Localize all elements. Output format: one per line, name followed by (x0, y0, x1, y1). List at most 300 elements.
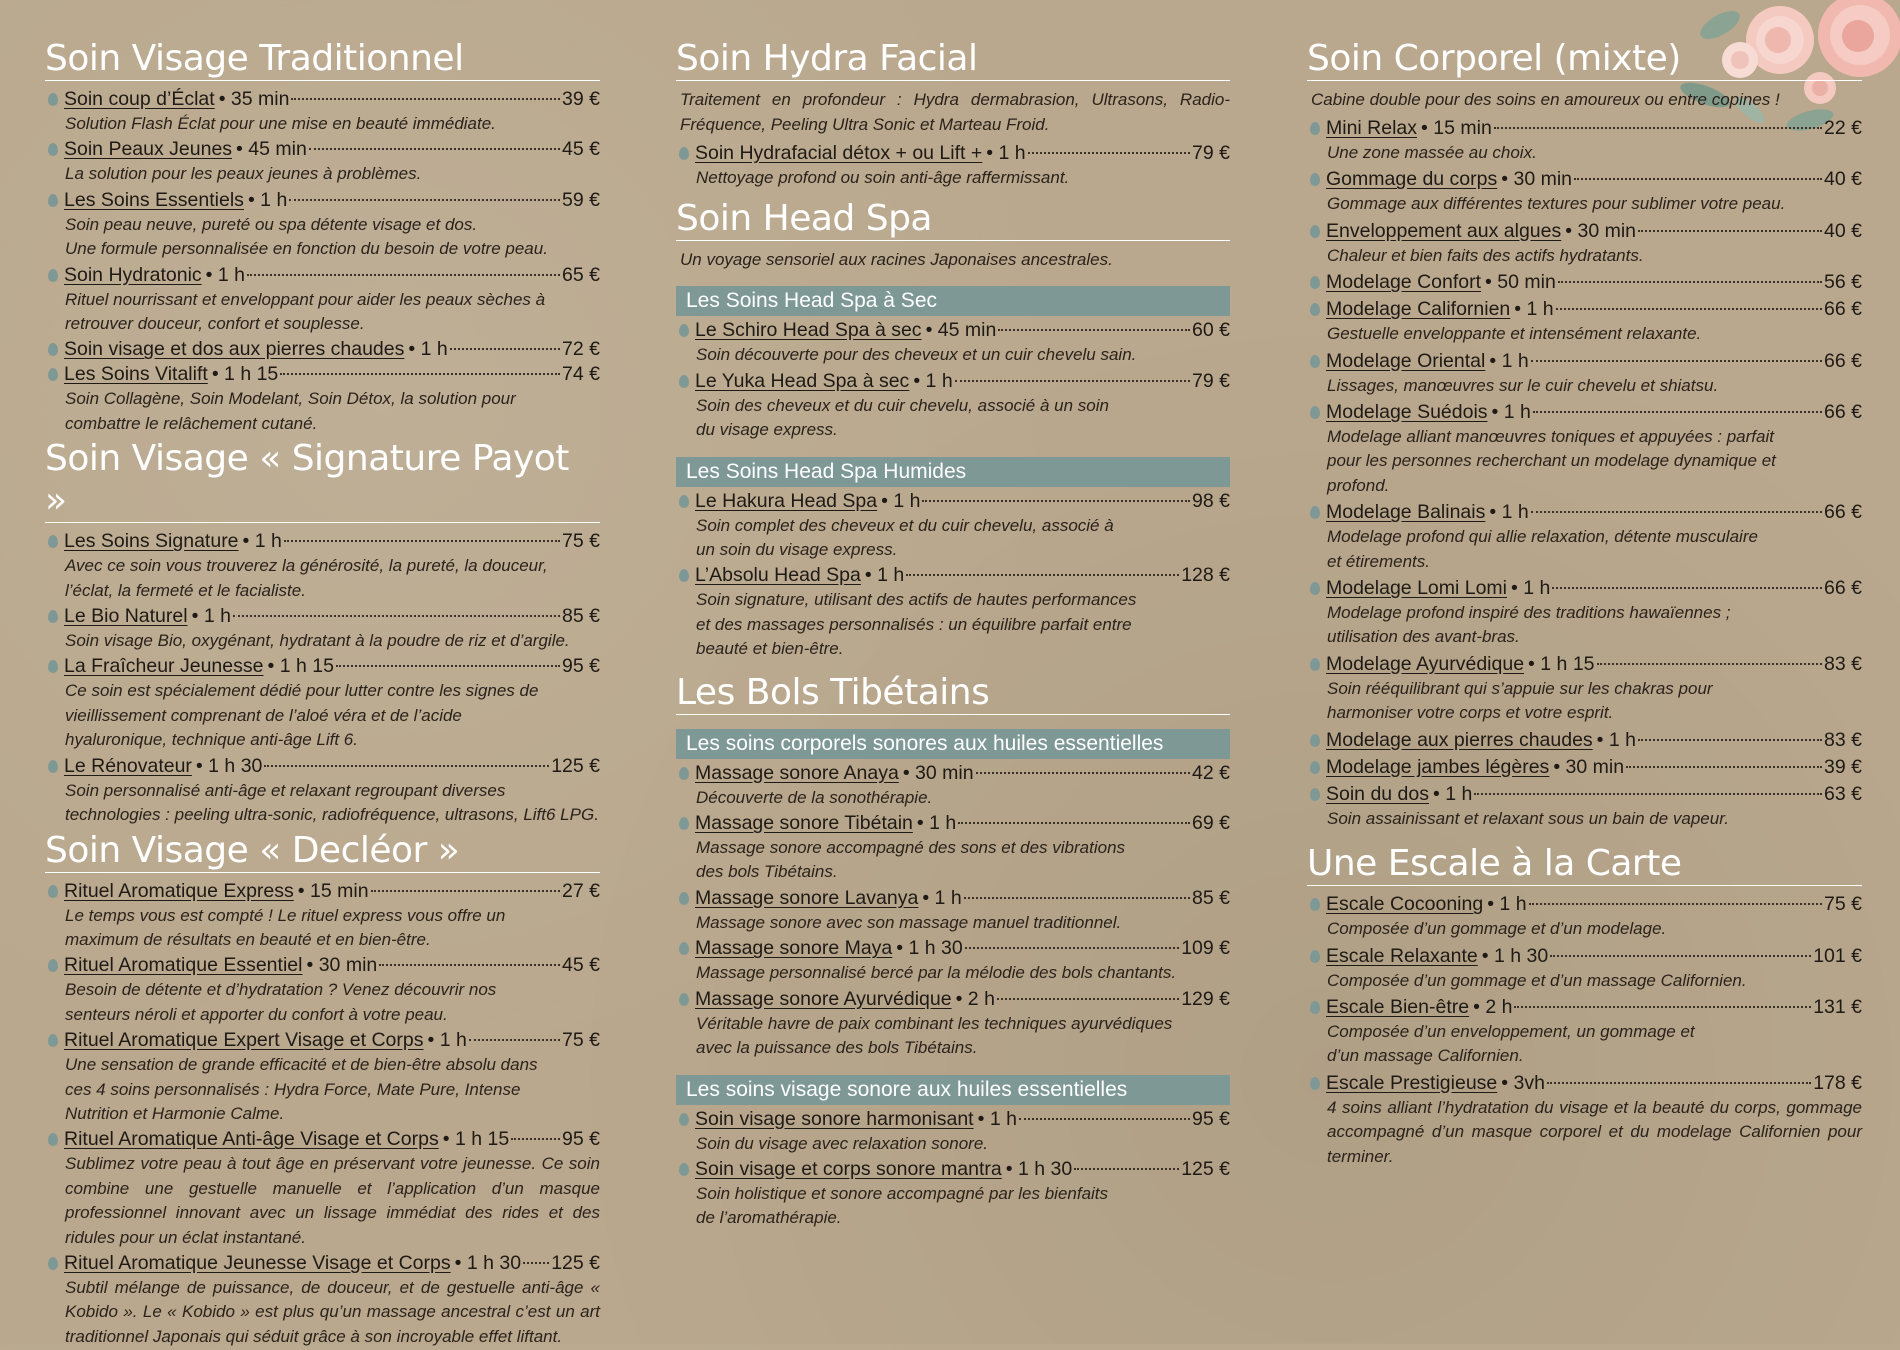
drop-bullet-icon (48, 885, 58, 898)
treatment-duration: • 1 h (247, 188, 288, 211)
drop-bullet-icon (48, 269, 58, 282)
dot-leader (1531, 360, 1822, 362)
treatment-price: 40 € (1824, 219, 1862, 242)
section-title: Soin Visage « Decléor » (45, 830, 600, 873)
menu-item-line (45, 1127, 600, 1152)
treatment-price: 101 € (1813, 944, 1862, 967)
treatment-duration: • 1 h (881, 489, 921, 512)
dot-leader (1474, 793, 1822, 795)
menu-item-line (45, 754, 600, 779)
treatment-duration: • 50 min (1485, 271, 1556, 294)
menu-item-line (676, 987, 1230, 1012)
treatment-price: 27 € (562, 879, 600, 902)
treatment-price: 22 € (1824, 117, 1862, 139)
menu-item-line (676, 811, 1230, 836)
dot-leader (1558, 281, 1822, 283)
treatment-description: Composée d’un gommage et d’un massage Californien. (1327, 970, 1747, 990)
section-title: Soin Visage « Signature Payot » (45, 438, 600, 523)
menu-item (1307, 297, 1862, 346)
treatment-price: 128 € (1181, 564, 1230, 587)
drop-bullet-icon (1310, 122, 1320, 135)
menu-item-line (1307, 995, 1862, 1020)
items-visage-signature-payot (45, 529, 600, 827)
drop-bullet-icon (48, 610, 58, 623)
treatment-name: Modelage Oriental (1326, 349, 1486, 372)
column-2 (676, 38, 1230, 1232)
menu-item (45, 1127, 600, 1250)
menu-item (676, 489, 1230, 563)
drop-bullet-icon (679, 817, 689, 830)
menu-item-line (45, 604, 600, 629)
treatment-name: Le Schiro Head Spa à sec (695, 319, 922, 342)
treatment-duration: • 35 min (218, 88, 290, 110)
treatment-description: Gommage aux différentes textures pour sublimer votre peau. (1327, 194, 1786, 214)
menu-item (1307, 782, 1862, 831)
treatment-duration: • 2 h (1473, 995, 1513, 1018)
menu-item-line (1307, 167, 1862, 192)
menu-item-line (1307, 400, 1862, 425)
subsection-bar: Les Soins Head Spa à Sec (676, 286, 1230, 316)
menu-item-line (1307, 349, 1862, 374)
treatment-description: Soin signature, utilisant des actifs de hautes performances et des massages personnalisés : un équilibre parfait entre beauté et bien-être. (696, 590, 1137, 659)
treatment-price: 79 € (1192, 369, 1230, 392)
menu-item (676, 1157, 1230, 1231)
treatment-name: Escale Relaxante (1326, 944, 1478, 967)
treatment-name: Soin Peaux Jeunes (64, 138, 233, 161)
treatment-duration: • 1 h (1511, 577, 1551, 600)
menu-item-line (45, 1251, 600, 1276)
treatment-description: Solution Flash Éclat pour une mise en beauté immédiate. (65, 114, 496, 133)
menu-item-line (1307, 652, 1862, 677)
treatment-description: Lissages, manœuvres sur le cuir chevelu et shiatsu. (1327, 375, 1719, 395)
treatment-duration: • 1 h 30 (896, 937, 963, 960)
treatment-name: L’Absolu Head Spa (695, 564, 861, 587)
menu-item (676, 141, 1230, 190)
menu-item-line (45, 362, 600, 387)
drop-bullet-icon (48, 194, 58, 207)
menu-item (45, 754, 600, 828)
treatment-description: Soin Collagène, Soin Modelant, Soin Détox, la solution pour combattre le relâchement cutané. (65, 389, 516, 433)
treatment-price: 45 € (562, 138, 600, 161)
treatment-duration: • 1 h 15 (442, 1128, 510, 1151)
menu-item (45, 188, 600, 262)
treatment-name: Soin visage sonore harmonisant (695, 1107, 974, 1130)
treatment-price: 59 € (562, 188, 600, 211)
treatment-duration: • 15 min (297, 879, 369, 902)
menu-item-line (676, 936, 1230, 961)
menu-item (676, 886, 1230, 935)
dot-leader (906, 574, 1179, 576)
treatment-name: La Fraîcheur Jeunesse (64, 655, 264, 678)
menu-item-line (1307, 892, 1862, 917)
dot-leader (379, 964, 560, 966)
treatment-price: 60 € (1192, 319, 1230, 342)
dot-leader (1638, 739, 1822, 741)
treatment-duration: • 1 h 30 (1481, 944, 1549, 967)
dot-leader (1019, 1118, 1190, 1120)
treatment-description: La solution pour les peaux jeunes à problèmes. (65, 164, 422, 184)
drop-bullet-icon (679, 375, 689, 388)
drop-bullet-icon (1310, 276, 1320, 289)
dot-leader (1626, 766, 1822, 768)
menu-item (1307, 349, 1862, 398)
menu-item-line (1307, 500, 1862, 525)
treatment-price: 131 € (1813, 995, 1862, 1018)
menu-item-line (676, 369, 1230, 394)
menu-item-line (45, 188, 600, 213)
drop-bullet-icon (48, 1034, 58, 1047)
items-soin-corporel (1307, 116, 1862, 831)
section-title: Soin Head Spa (676, 198, 1230, 241)
drop-bullet-icon (1310, 506, 1320, 519)
treatment-description: Soin du visage avec relaxation sonore. (696, 1133, 989, 1153)
dot-leader (1552, 587, 1822, 589)
treatment-name: Le Bio Naturel (64, 605, 188, 628)
menu-item-line (676, 563, 1230, 588)
drop-bullet-icon (48, 760, 58, 773)
menu-item (1307, 219, 1862, 268)
menu-item (1307, 1071, 1862, 1169)
treatment-duration: • 1 h (916, 812, 957, 835)
drop-bullet-icon (1310, 173, 1320, 186)
menu-item-line (1307, 728, 1862, 753)
treatment-duration: • 1 h (1514, 298, 1554, 321)
treatment-duration: • 1 h (913, 369, 953, 392)
menu-item (676, 318, 1230, 367)
items-hydra-facial (676, 141, 1230, 190)
treatment-name: Modelage Suédois (1326, 401, 1488, 424)
treatment-price: 98 € (1192, 489, 1230, 512)
menu-item (45, 654, 600, 752)
menu-item (1307, 892, 1862, 941)
treatment-description: Nettoyage profond ou soin anti-âge raffermissant. (696, 168, 1070, 187)
treatment-duration: • 1 h (1433, 782, 1473, 805)
treatment-duration: • 1 h 30 (454, 1251, 522, 1274)
items-escale (1307, 892, 1862, 1169)
treatment-description: Massage personnalisé bercé par la mélodie des bols chantants. (696, 963, 1177, 983)
dot-leader (233, 615, 560, 617)
treatment-price: 109 € (1181, 937, 1230, 960)
drop-bullet-icon (1310, 582, 1320, 595)
drop-bullet-icon (1310, 761, 1320, 774)
drop-bullet-icon (1310, 734, 1320, 747)
treatment-name: Soin coup d’Éclat (64, 88, 215, 110)
treatment-name: Massage sonore Tibétain (695, 812, 913, 835)
treatment-duration: • 30 min (1553, 755, 1625, 778)
menu-item (676, 563, 1230, 661)
treatment-name: Les Soins Essentiels (64, 188, 244, 211)
menu-item (676, 1107, 1230, 1156)
menu-item-line (1307, 1071, 1862, 1096)
treatment-duration: • 15 min (1421, 117, 1492, 139)
drop-bullet-icon (679, 147, 689, 160)
drop-bullet-icon (679, 495, 689, 508)
drop-bullet-icon (679, 1163, 689, 1176)
treatment-duration: • 2 h (955, 987, 995, 1010)
treatment-name: Modelage aux pierres chaudes (1326, 728, 1593, 751)
treatment-price: 66 € (1824, 349, 1862, 372)
treatment-price: 72 € (562, 338, 600, 361)
menu-item-line (676, 1107, 1230, 1132)
menu-item (1307, 755, 1862, 780)
menu-item-line (1307, 944, 1862, 969)
menu-item (1307, 728, 1862, 753)
dot-leader (469, 1039, 560, 1041)
treatment-price: 66 € (1824, 577, 1862, 600)
treatment-duration: • 1 h (242, 530, 282, 553)
treatment-duration: • 1 h (1489, 501, 1529, 524)
treatment-description: Une sensation de grande efficacité et de bien-être absolu dans ces 4 soins personnalisés : Hydra Force, Mate Pure, Intense Nutrition et Harmonie Calme. (65, 1055, 538, 1123)
dot-leader (997, 998, 1179, 1000)
treatment-duration: • 1 h (1489, 349, 1529, 372)
treatment-duration: • 30 min (1501, 168, 1573, 191)
drop-bullet-icon (1310, 898, 1320, 911)
drop-bullet-icon (1310, 355, 1320, 368)
treatment-name: Soin Hydrafacial détox + ou Lift + (695, 142, 983, 164)
treatment-duration: • 45 min (925, 319, 997, 342)
treatment-description: Soin rééquilibrant qui s’appuie sur les chakras pour harmoniser votre corps et votre esprit. (1327, 678, 1713, 723)
menu-item-line (676, 761, 1230, 786)
treatment-name: Modelage Balinais (1326, 501, 1486, 524)
menu-item-line (45, 1028, 600, 1053)
drop-bullet-icon (679, 892, 689, 905)
treatment-name: Escale Bien-être (1326, 995, 1470, 1018)
drop-bullet-icon (48, 93, 58, 106)
treatment-price: 79 € (1192, 142, 1230, 164)
menu-item (45, 1251, 600, 1349)
subsection-bar: Les soins visage sonore aux huiles essentielles (676, 1075, 1230, 1105)
treatment-name: Le Rénovateur (64, 754, 192, 777)
treatment-duration: • 30 min (306, 954, 378, 977)
menu-item (45, 362, 600, 436)
treatment-duration: • 1 h (205, 263, 246, 286)
treatment-duration: • 3vh (1501, 1071, 1545, 1094)
menu-item (1307, 270, 1862, 295)
menu-item (45, 1028, 600, 1126)
treatment-price: 40 € (1824, 168, 1862, 191)
treatment-duration: • 1 h (191, 605, 231, 628)
dot-leader (280, 373, 560, 375)
menu-item-line (1307, 782, 1862, 807)
treatment-price: 178 € (1813, 1071, 1862, 1094)
drop-bullet-icon (48, 368, 58, 381)
treatment-description: Véritable havre de paix combinant les techniques ayurvédiques avec la puissance des bols Tibétains. (696, 1013, 1173, 1058)
menu-item-line (45, 137, 600, 162)
dot-leader (1494, 127, 1822, 129)
treatment-price: 125 € (551, 1251, 600, 1274)
menu-item-line (45, 263, 600, 288)
treatment-price: 75 € (562, 530, 600, 553)
menu-item-line (676, 489, 1230, 514)
treatment-description: Modelage profond qui allie relaxation, détente musculaire et étirements. (1327, 527, 1758, 571)
treatment-price: 95 € (562, 1128, 600, 1151)
treatment-name: Escale Prestigieuse (1326, 1071, 1498, 1094)
column-3 (1307, 38, 1862, 1170)
treatment-description: 4 soins alliant l’hydratation du visage et la beauté du corps, gommage accompagné d’un masque corporel et du modelage Californien pour terminer. (1327, 1097, 1862, 1166)
drop-bullet-icon (679, 942, 689, 955)
items-head-spa-sec (676, 318, 1230, 442)
treatment-price: 74 € (562, 363, 600, 386)
drop-bullet-icon (1310, 225, 1320, 238)
menu-item (676, 987, 1230, 1061)
menu-item (1307, 116, 1862, 165)
treatment-duration: • 1 h 30 (1005, 1157, 1073, 1180)
treatment-name: Massage sonore Ayurvédique (695, 987, 952, 1010)
treatment-price: 39 € (562, 88, 600, 110)
section-title: Une Escale à la Carte (1307, 843, 1862, 886)
dot-leader (247, 274, 560, 276)
dot-leader (922, 500, 1190, 502)
treatment-duration: • 30 min (902, 761, 974, 784)
dot-leader (511, 1138, 560, 1140)
treatment-price: 85 € (562, 605, 600, 628)
dot-leader (1531, 511, 1822, 513)
drop-bullet-icon (679, 569, 689, 582)
dot-leader (1550, 955, 1811, 957)
treatment-price: 75 € (562, 1029, 600, 1052)
treatment-price: 65 € (562, 263, 600, 286)
treatment-name: Rituel Aromatique Jeunesse Visage et Corps (64, 1251, 451, 1274)
treatment-price: 69 € (1192, 812, 1230, 835)
section-title: Les Bols Tibétains (676, 672, 1230, 715)
treatment-name: Enveloppement aux algues (1326, 219, 1562, 242)
treatment-duration: • 1 h 30 (195, 754, 263, 777)
treatment-name: Massage sonore Lavanya (695, 886, 919, 909)
treatment-name: Escale Cocooning (1326, 893, 1484, 916)
menu-item-line (676, 1157, 1230, 1182)
treatment-name: Soin visage et dos aux pierres chaudes (64, 338, 405, 361)
menu-item (1307, 400, 1862, 498)
dot-leader (1529, 903, 1823, 905)
treatment-duration: • 1 h (408, 338, 448, 361)
dot-leader (309, 148, 560, 150)
treatment-price: 63 € (1824, 782, 1862, 805)
items-visage-decleor (45, 879, 600, 1350)
treatment-description: Le temps vous est compté ! Le rituel express vous offre un maximum de résultats en beauté et en bien-être. (65, 905, 506, 949)
dot-leader (289, 199, 560, 201)
treatment-name: Rituel Aromatique Anti-âge Visage et Corps (64, 1128, 439, 1151)
dot-leader (371, 890, 560, 892)
treatment-description: Soin peau neuve, pureté ou spa détente visage et dos. Une formule personnalisée en fonction du besoin de votre peau. (65, 214, 548, 259)
treatment-description: Ce soin est spécialement dédié pour lutter contre les signes de vieillissement comprenant de l’aloé véra et de l’acide hyaluronique, technique anti-âge Lift 6. (65, 681, 539, 750)
treatment-price: 83 € (1824, 652, 1862, 675)
dot-leader (264, 765, 549, 767)
dot-leader (964, 897, 1190, 899)
treatment-name: Les Soins Vitalift (64, 363, 208, 386)
treatment-description: Modelage alliant manœuvres toniques et appuyées : parfait pour les personnes recherchant un modelage dynamique et profond. (1327, 427, 1776, 495)
dot-leader (965, 947, 1179, 949)
menu-item (676, 761, 1230, 810)
treatment-name: Les Soins Signature (64, 530, 239, 553)
treatment-price: 66 € (1824, 298, 1862, 321)
drop-bullet-icon (48, 343, 58, 356)
treatment-price: 95 € (1192, 1107, 1230, 1130)
treatment-name: Modelage Confort (1326, 271, 1482, 294)
dot-leader (1533, 411, 1822, 413)
menu-item-line (676, 318, 1230, 343)
column-1 (45, 38, 600, 1350)
drop-bullet-icon (679, 324, 689, 337)
treatment-description: Subtil mélange de puissance, de douceur, et de gestuelle anti-âge « Kobido ». Le « Kobido » est plus qu’un massage ancestral c’est un art traditionnel Japonais qui séduit grâce à son incroyable effet liftant. (65, 1277, 600, 1346)
treatment-description: Massage sonore avec son massage manuel traditionnel. (696, 912, 1122, 932)
treatment-description: Soin personnalisé anti-âge et relaxant regroupant diverses technologies : peeling ultra-sonic, radiofréquence, ultrasons, Lift6 LPG. (65, 780, 599, 825)
drop-bullet-icon (679, 993, 689, 1006)
dot-leader (958, 822, 1190, 824)
treatment-description: Chaleur et bien faits des actifs hydratants. (1327, 245, 1644, 265)
dot-leader (1547, 1082, 1811, 1084)
drop-bullet-icon (48, 1257, 58, 1270)
menu-item-line (1307, 219, 1862, 244)
dot-leader (523, 1262, 549, 1264)
treatment-duration: • 1 h 15 (211, 363, 279, 386)
treatment-name: Le Hakura Head Spa (695, 489, 878, 512)
treatment-name: Rituel Aromatique Express (64, 879, 294, 902)
treatment-name: Rituel Aromatique Expert Visage et Corps (64, 1029, 424, 1052)
drop-bullet-icon (48, 143, 58, 156)
treatment-name: Soin Hydratonic (64, 263, 202, 286)
section-intro: Un voyage sensoriel aux racines Japonaises ancestrales. (680, 250, 1113, 270)
treatment-description: Une zone massée au choix. (1327, 143, 1537, 162)
menu-item (676, 936, 1230, 985)
treatment-description: Soin holistique et sonore accompagné par les bienfaits de l’aromathérapie. (696, 1183, 1109, 1228)
treatment-description: Sublimez votre peau à tout âge en préservant votre jeunesse. Ce soin combine une gestuelle manuelle et l’application d’un masque professionnel innovant avec un lissage immédiat des rides et des ridules pour un éclat instantané. (65, 1154, 600, 1247)
treatment-price: 45 € (562, 954, 600, 977)
treatment-name: Gommage du corps (1326, 168, 1498, 191)
dot-leader (1638, 230, 1822, 232)
treatment-description: Modelage profond inspiré des traditions hawaïennes ; utilisation des avant-bras. (1327, 603, 1731, 647)
menu-item (45, 953, 600, 1027)
menu-item (45, 263, 600, 337)
dot-leader (450, 348, 560, 350)
drop-bullet-icon (48, 959, 58, 972)
drop-bullet-icon (48, 1133, 58, 1146)
treatment-duration: • 1 h (977, 1107, 1017, 1130)
subsection-bar: Les soins corporels sonores aux huiles essentielles (676, 729, 1230, 759)
treatment-name: Rituel Aromatique Essentiel (64, 954, 303, 977)
dot-leader (1597, 663, 1823, 665)
menu-item (45, 137, 600, 186)
menu-item-line (45, 654, 600, 679)
treatment-name: Modelage Ayurvédique (1326, 652, 1525, 675)
drop-bullet-icon (1310, 303, 1320, 316)
section-intro: Cabine double pour des soins en amoureux ou entre copines ! (1311, 90, 1780, 109)
drop-bullet-icon (1310, 1077, 1320, 1090)
treatment-price: 85 € (1192, 886, 1230, 909)
drop-bullet-icon (1310, 788, 1320, 801)
drop-bullet-icon (48, 660, 58, 673)
treatment-duration: • 1 h 15 (1528, 652, 1595, 675)
treatment-name: Massage sonore Maya (695, 937, 893, 960)
items-bols-corporels (676, 761, 1230, 1061)
menu-item (1307, 652, 1862, 726)
drop-bullet-icon (1310, 950, 1320, 963)
menu-item (1307, 995, 1862, 1069)
treatment-duration: • 1 h (1596, 728, 1637, 751)
items-head-spa-humides (676, 489, 1230, 662)
menu-item-line (1307, 297, 1862, 322)
treatment-duration: • 1 h (922, 886, 962, 909)
menu-item (45, 529, 600, 603)
treatment-description: Massage sonore accompagné des sons et des vibrations des bols Tibétains. (696, 838, 1126, 882)
menu-item (1307, 500, 1862, 574)
menu-item (45, 879, 600, 953)
drop-bullet-icon (1310, 1001, 1320, 1014)
treatment-duration: • 1 h (1487, 893, 1527, 916)
treatment-duration: • 1 h 15 (267, 655, 334, 678)
menu-item-line (45, 529, 600, 554)
dot-leader (1028, 152, 1190, 154)
treatment-duration: • 30 min (1565, 219, 1637, 242)
